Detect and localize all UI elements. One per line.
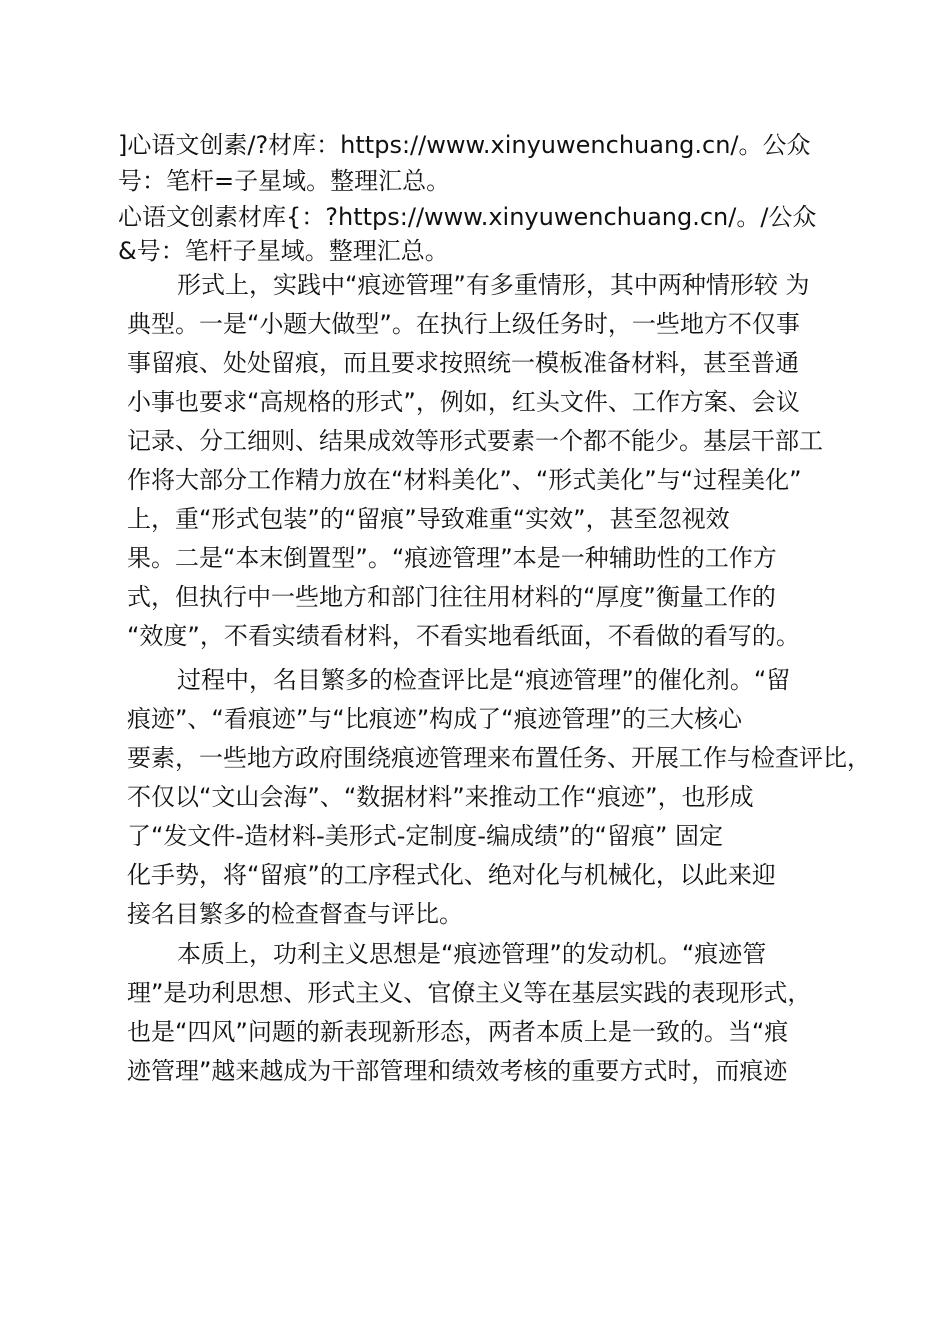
paragraph-1-line: 式，但执行中一些地方和部门往往用材料的“厚度”衡量工作的 (127, 583, 776, 611)
paragraph-2-line: 不仅以“文山会海”、“数据材料”来推动工作“痕迹”，也形成 (127, 783, 754, 811)
paragraph-1-line: “效度”，不看实绩看材料，不看实地看纸面，不看做的看写的。 (127, 622, 800, 650)
paragraph-1-line: 作将大部分工作精力放在“材料美化”、“形式美化”与“过程美化” (127, 466, 802, 494)
paragraph-2-line: 痕迹”、“看痕迹”与“比痕迹”构成了“痕迹管理”的三大核心 (127, 705, 743, 733)
paragraph-2-line: 化手势，将“留痕”的工序程式化、绝对化与机械化，以此来迎 (127, 861, 776, 889)
paragraph-2-line: 接名目繁多的检查督查与评比。 (127, 900, 463, 928)
header-line-2: 号：笔杆=子星域。整理汇总。 (118, 167, 451, 195)
paragraph-3-line: 理”是功利思想、形式主义、官僚主义等在基层实践的表现形式， (127, 979, 812, 1007)
paragraph-1-line: 事留痕、处处留痕，而且要求按照统一模板准备材料，甚至普通 (127, 349, 799, 377)
paragraph-1-line: 记录、分工细则、结果成效等形式要素一个都不能少。基层干部工 (127, 427, 823, 455)
paragraph-1-line: 形式上，实践中“痕迹管理”有多重情形，其中两种情形较 为 (177, 271, 810, 299)
paragraph-1-line: 上，重“形式包装”的“留痕”导致难重“实效”，甚至忽视效 (127, 505, 730, 533)
paragraph-1-line: 典型。一是“小题大做型”。在执行上级任务时，一些地方不仅事 (127, 310, 800, 338)
paragraph-3-line: 也是“四风”问题的新表现新形态，两者本质上是一致的。当“痕 (127, 1018, 789, 1046)
paragraph-3-line: 迹管理”越来越成为干部管理和绩效考核的重要方式时，而痕迹 (127, 1057, 788, 1085)
paragraph-1-line: 果。二是“本末倒置型”。“痕迹管理”本是一种辅助性的工作方 (127, 544, 777, 572)
header-line-3: 心语文创素材库{：?https://www.xinyuwenchuang.cn/。/公众 (118, 203, 817, 231)
paragraph-3-line: 本质上，功利主义思想是“痕迹管理”的发动机。“痕迹管 (177, 940, 767, 968)
paragraph-2-line: 了“发文件-造材料-美形式-定制度-编成绩”的“留痕” 固定 (127, 822, 724, 850)
paragraph-1-line: 小事也要求“高规格的形式”，例如，红头文件、工作方案、会议 (127, 388, 800, 416)
header-line-1: ]心语文创素/?材库：https://www.xinyuwenchuang.cn/。公众 (118, 131, 811, 159)
paragraph-2-line: 要素，一些地方政府围绕痕迹管理来布置任务、开展工作与检查评比， (127, 744, 871, 772)
header-line-4: &号：笔杆子星域。整理汇总。 (118, 237, 449, 265)
paragraph-2-line: 过程中，名目繁多的检查评比是“痕迹管理”的催化剂。“留 (177, 666, 791, 694)
